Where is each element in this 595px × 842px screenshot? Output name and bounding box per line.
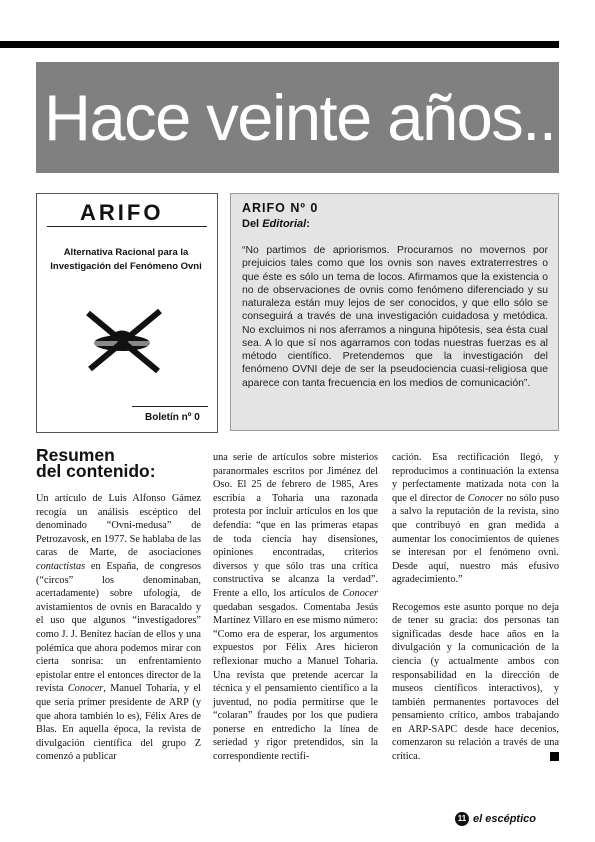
editorial-quote: “No partimos de apriorismos. Procuramos no movernos por prejuicios tales como que los ovnis son naves extraterrestres o que éste es sólo un tema de locos. Afirmamos que la existencia o no de observaciones de ovnis como fenómeno diferenciado y su naturaleza están muy lejos de ser conocidos, y que ello sólo se conseguirá a través de una investigación cuidadosa y metódica. No excluimos ni nos aferramos a ninguna hipótesis, sea ésta cual sea. A lo que sí nos agarramos con todas nuestras fuerzas es al método científico. Pretendemos que la investigación del fenómeno OVNI deje de ser la pseudociencia cuasi-religiosa que aparece con tanta frecuencia en los medios de comunicación”. [242,245,548,389]
paragraph: Un artículo de Luis Alfonso Gámez recogía un análisis escéptico del denominado “Ovni-medusa” de Petrozavosk, en 1977. Se hablaba de las caras de Marte, de asociaciones contactistas en España, de congresos (“circos” los denominaban, acertadamente) sobre ufología, de avistamientos de ovnis en Baracaldo y el uso que algunos “investigadores” como J. J. Benítez hacían de ellos y una polémica que ahora podemos mirar con cierta sonrisa: un enfrentamiento epistolar entre el entonces director de la revista Conocer, Manuel Toharia, y el que sería primer presidente de ARP (y que ahora también lo es), Félix Ares de Blas. En aquella época, la revista de divulgación científica del grupo Z comenzó a publicar [36,493,201,763]
cover-logo-rule [47,226,207,227]
article-column-1 [36,492,201,764]
page-title: Hace veinte años... [44,81,572,154]
paragraph: Recogemos este asunto porque no deja de tener su gracia: dos personas tan significadas desde hace años en la divulgación y la comunicación de la ciencia (y actualmente ambos con responsabilidad en la dirección de museos científicos interactivos), y también permanentes portavoces del pensamiento crítico, ambos trabajando en ARP-SAPC desde hace decenios, comenzaron su relación a través de una crítica. [392,601,559,763]
cover-logo: ARIFO [80,200,164,225]
crossed-ufo-icon [82,307,172,377]
editorial-title: ARIFO Nº 0 [242,201,319,215]
end-of-article-mark [550,752,559,761]
cover-issue-label: Boletín nº 0 [145,412,200,423]
magazine-name: el escéptico [473,812,536,825]
bulletin-cover-image [36,193,218,433]
paragraph: una serie de artículos sobre misterios paranormales escritos por Jiménez del Oso. El 25 de febrero de 1985, Ares escribía a Toharia una razonada protesta por incluir artículos en los que defendía: “que en las primeras etapas de toda ciencia hay disensiones, opiniones encontradas, criterios diversos y que sólo tras una crítica constructiva se alcanza la verdad”. Frente a ello, los artículos de Conocer quedaban sesgados. Comentaba Jesús Martínez Villaro en ese mismo número: “Como era de esperar, los argumentos expuestos por Félix Ares hicieron reflexionar mucho a Manuel Toharia. Una revista que pretende acercar la técnica y el pensamiento científico a la juventud, no podía permitirse que le “colaran” fraudes por los que pudiera ponerse en entredicho la línea de seriedad y rigor pretendidos, sin la correspondiente rectifi- [213,452,378,763]
page-footer [455,812,536,826]
editorial-subtitle: Del Editorial: [242,218,310,230]
top-rule [0,41,559,48]
paragraph: cación. Esa rectificación llegó, y reproducimos a continuación la extensa y perfectamente matizada nota con la que el director de Conocer no sólo puso a salvo la reputación de la revista, sino que contribuyó en gran medida a aumentar los conocimientos de quienes se interesan por el fenómeno ovni. Desde aquí, nuestro más efusivo agradecimiento.” [392,452,559,586]
title-banner [36,62,572,173]
article-column-3 [392,451,559,764]
article-column-2 [213,451,378,764]
editorial-box [230,193,559,431]
page-number-badge: 11 [455,812,469,826]
cover-bottom-rule [132,406,208,407]
summary-heading: Resumen del contenido: [36,445,156,481]
cover-subtitle: Alternativa Racional para la Investigación del Fenómeno Ovni [50,247,202,272]
